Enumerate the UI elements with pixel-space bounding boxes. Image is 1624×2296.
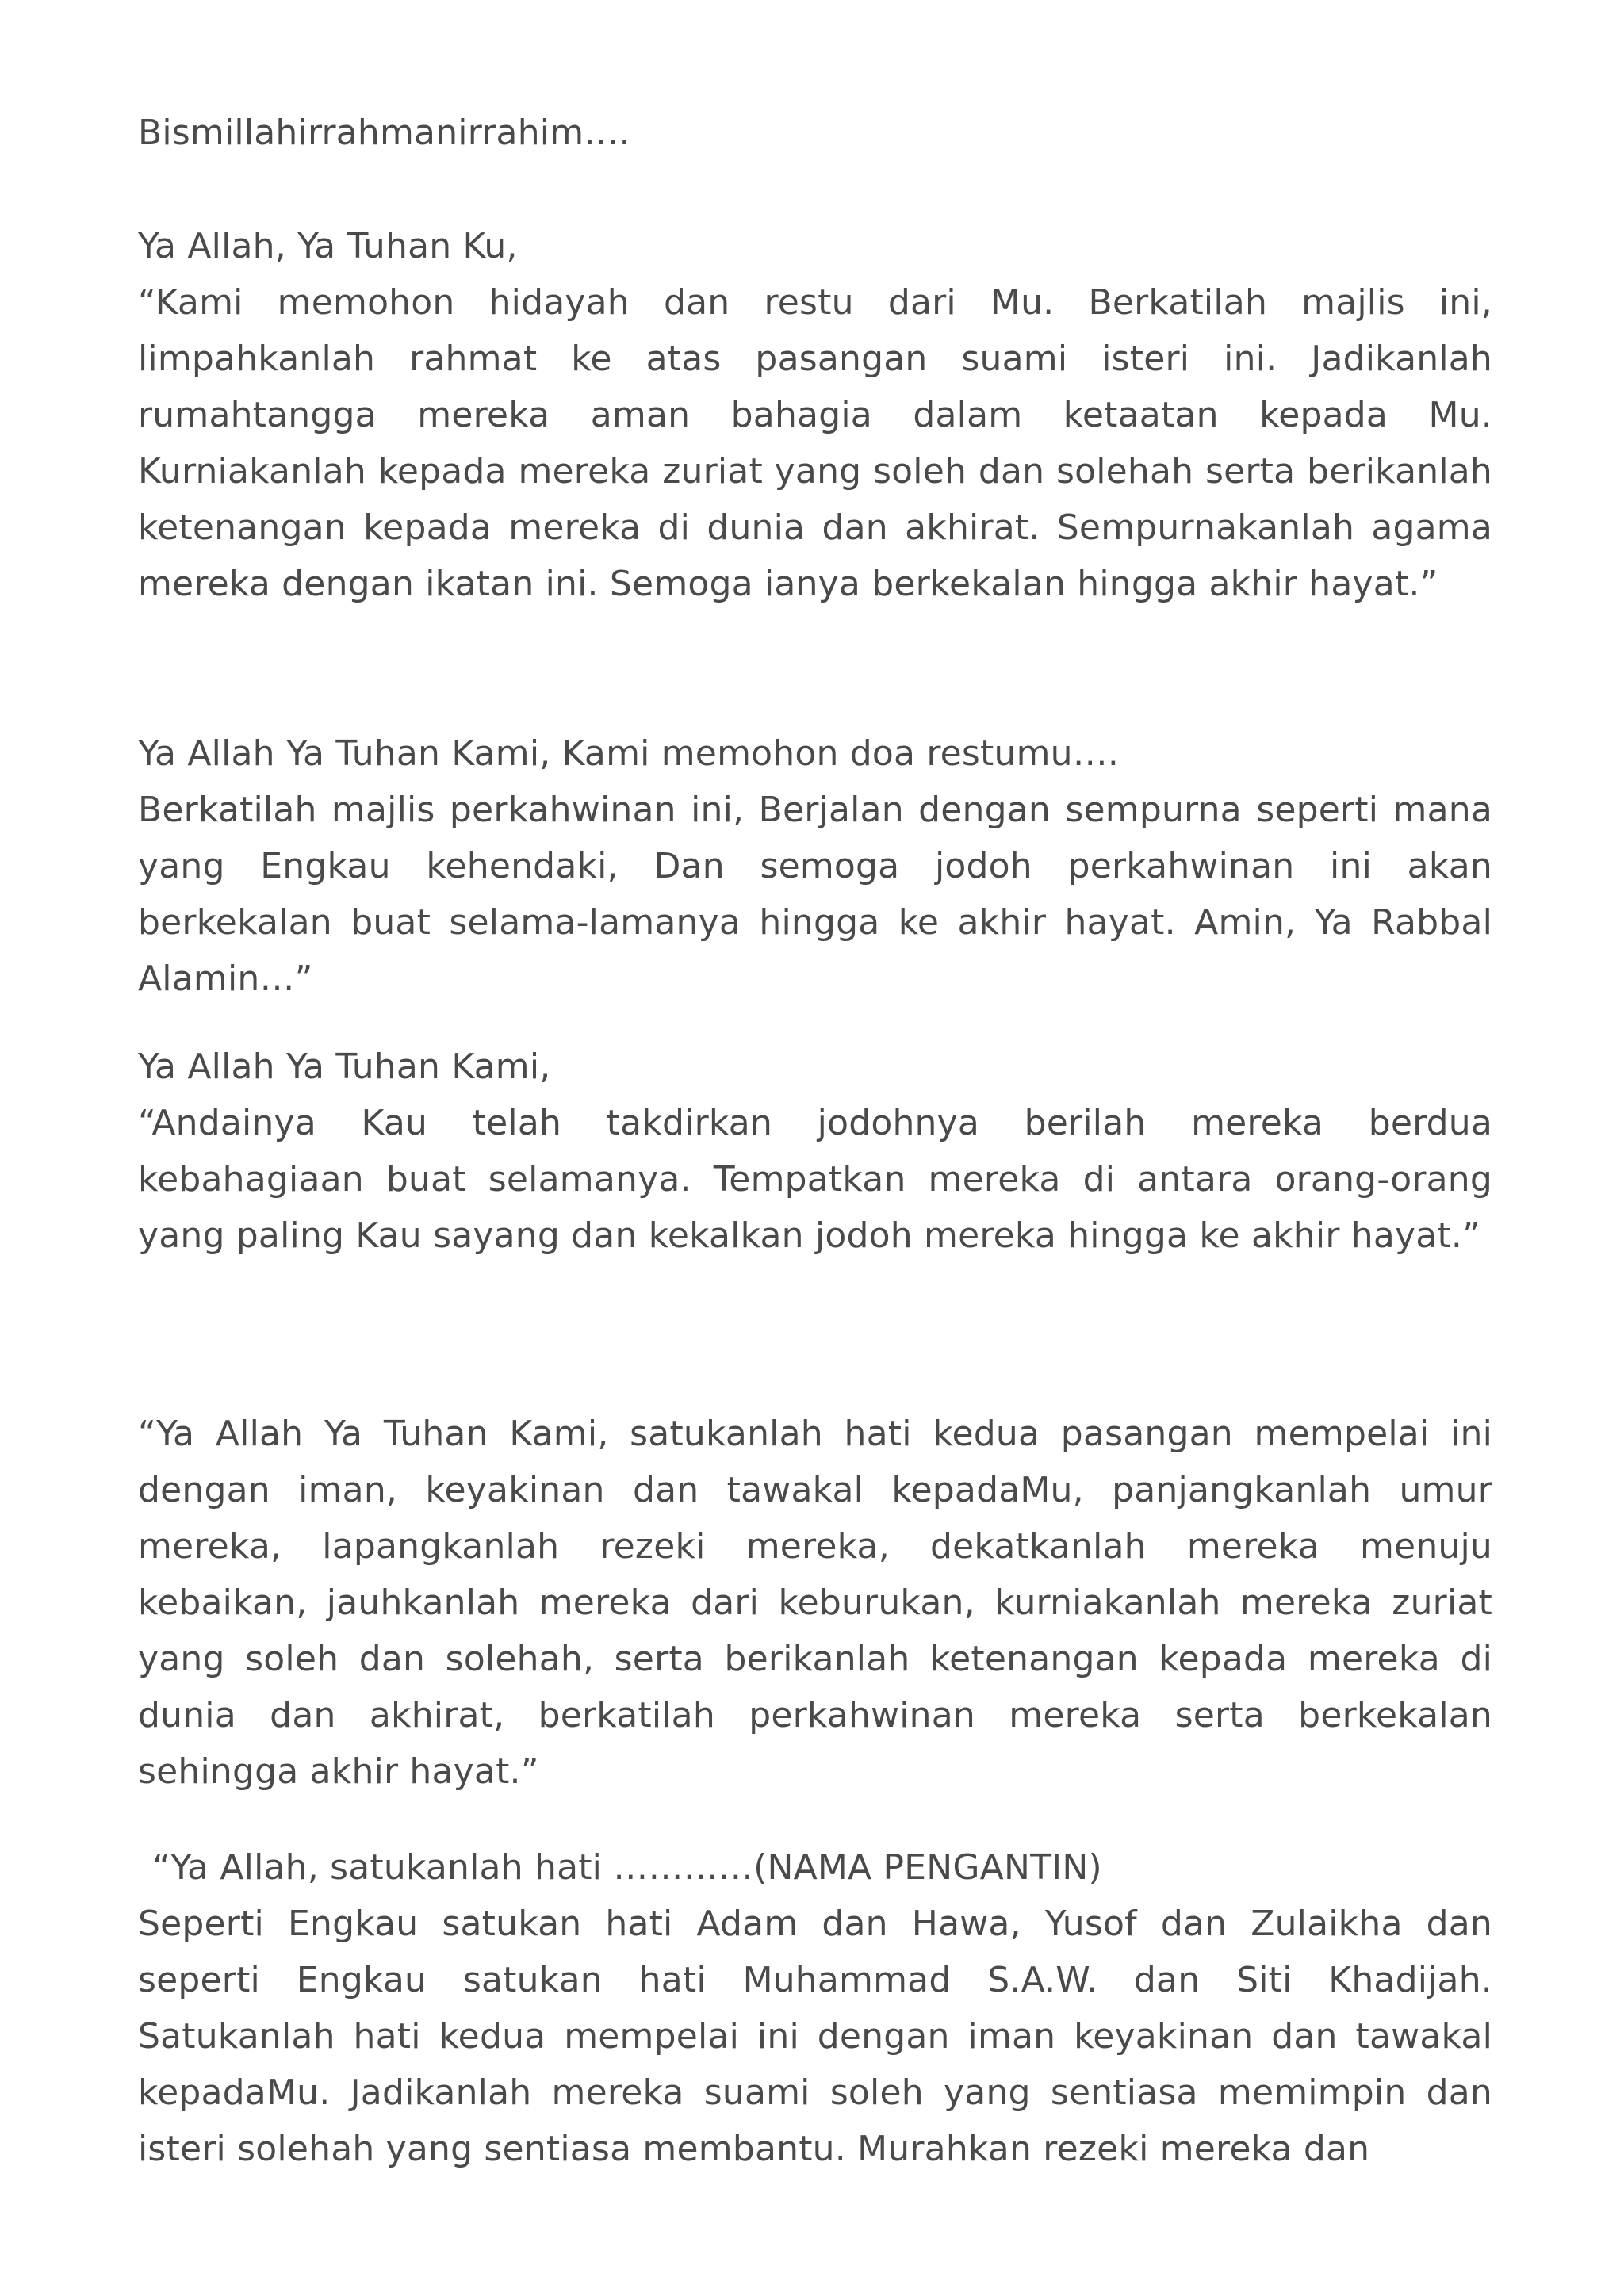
section-3-body: “Andainya Kau telah takdirkan jodohnya berilah mereka berdua kebahagiaan buat selamanya. Tempatkan mereka di antara orang-orang yang paling Kau sayang dan kekalkan jodoh mereka hingga ke akhir hayat.” xyxy=(138,1103,1492,1256)
section-4 xyxy=(138,1406,1492,1800)
section-1-body: “Kami memohon hidayah dan restu dari Mu. Berkatilah majlis ini, limpahkanlah rahmat ke atas pasangan suami isteri ini. Jadikanlah rumahtangga mereka aman bahagia dalam ketaatan kepada Mu. Kurniakanlah kepada mereka zuriat yang soleh dan solehah serta berikanlah ketenangan kepada mereka di dunia dan akhirat. Sempurnakanlah agama mereka dengan ikatan ini. Semoga ianya berkekalan hingga akhir hayat.” xyxy=(138,282,1492,604)
opening-line: Bismillahirrahmanirrahim…. xyxy=(138,113,630,153)
section-2-body: Berkatilah majlis perkahwinan ini, Berjalan dengan sempurna seperti mana yang Engkau kehendaki, Dan semoga jodoh perkahwinan ini akan berkekalan buat selama-lamanya hingga ke akhir hayat. Amin, Ya Rabbal Alamin…” xyxy=(138,790,1492,999)
section-1 xyxy=(138,218,1492,612)
section-5 xyxy=(138,1839,1492,2177)
section-2 xyxy=(138,725,1492,1007)
section-5-heading: “Ya Allah, satukanlah hati …………(NAMA PENGANTIN) xyxy=(152,1847,1102,1888)
opening-line-block xyxy=(138,105,1492,161)
section-4-body: “Ya Allah Ya Tuhan Kami, satukanlah hati kedua pasangan mempelai ini dengan iman, keyakinan dan tawakal kepadaMu, panjangkanlah umur mereka, lapangkanlah rezeki mereka, dekatkanlah mereka menuju kebaikan, jauhkanlah mereka dari keburukan, kurniakanlah mereka zuriat yang soleh dan solehah, serta berikanlah ketenangan kepada mereka di dunia dan akhirat, berkatilah perkahwinan mereka serta berkekalan sehingga akhir hayat.” xyxy=(138,1414,1492,1792)
section-5-body: Seperti Engkau satukan hati Adam dan Hawa, Yusof dan Zulaikha dan seperti Engkau satukan hati Muhammad S.A.W. dan Siti Khadijah. Satukanlah hati kedua mempelai ini dengan iman keyakinan dan tawakal kepadaMu. Jadikanlah mereka suami soleh yang sentiasa memimpin dan isteri solehah yang sentiasa membantu. Murahkan rezeki mereka dan xyxy=(138,1904,1492,2169)
section-3 xyxy=(138,1039,1492,1264)
section-1-heading: Ya Allah, Ya Tuhan Ku, xyxy=(138,226,518,266)
section-3-heading: Ya Allah Ya Tuhan Kami, xyxy=(138,1047,551,1087)
section-2-heading: Ya Allah Ya Tuhan Kami, Kami memohon doa restumu…. xyxy=(138,733,1120,774)
